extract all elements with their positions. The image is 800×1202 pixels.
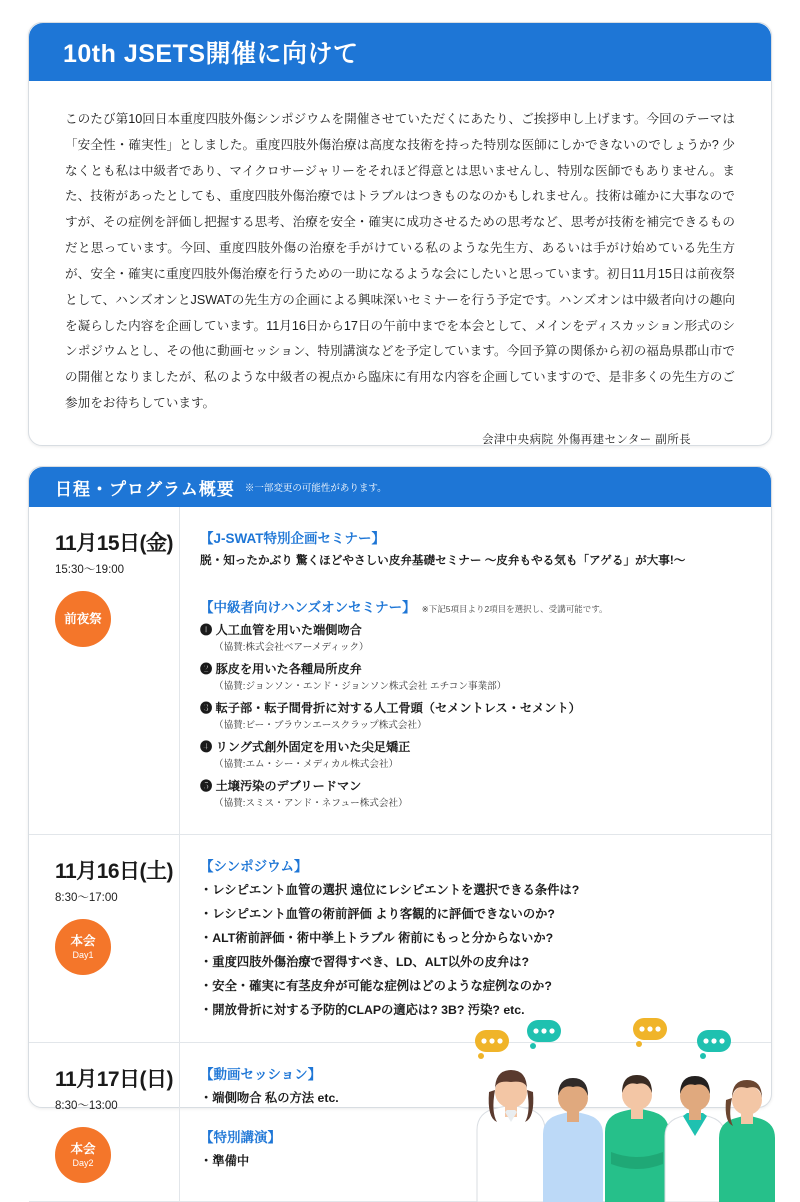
day-badge-label: 前夜祭 bbox=[64, 611, 102, 626]
bullet-list bbox=[200, 1151, 751, 1169]
day-date: 11月16日(土) bbox=[55, 860, 174, 883]
list-item bbox=[200, 738, 751, 770]
schedule-day-row bbox=[29, 835, 771, 1043]
day-time: 15:30〜19:00 bbox=[55, 564, 125, 576]
list-item: ・端側吻合 私の方法 etc. bbox=[200, 1091, 339, 1105]
greeting-body bbox=[29, 81, 771, 518]
list-item bbox=[200, 699, 751, 731]
day-badge-sublabel: Day1 bbox=[72, 949, 94, 960]
schedule-header bbox=[29, 467, 771, 507]
list-item bbox=[200, 777, 751, 809]
day-left-column bbox=[29, 835, 179, 1042]
day-badge bbox=[55, 591, 111, 647]
list-item: ・準備中 bbox=[200, 1154, 250, 1168]
list-item bbox=[200, 660, 751, 692]
item-sponsor: （協賛:ビー・ブラウンエースクラップ株式会社） bbox=[214, 720, 427, 731]
schedule-body bbox=[29, 507, 771, 1202]
section-title: 【特別講演】 bbox=[200, 1130, 281, 1145]
day-date: 11月15日(金) bbox=[55, 532, 174, 555]
schedule-day-row bbox=[29, 507, 771, 835]
item-label: ❶ 人工血管を用いた端側吻合 bbox=[200, 623, 362, 637]
schedule-note: ※一部変更の可能性があります。 bbox=[244, 483, 387, 494]
day-badge bbox=[55, 1127, 111, 1183]
greeting-card bbox=[28, 22, 772, 446]
day-right-column bbox=[179, 507, 771, 834]
list-item: ・レシピエント血管の術前評価 より客観的に評価できないのか? bbox=[200, 907, 555, 921]
greeting-header bbox=[29, 23, 771, 81]
section-title: 【シンポジウム】 bbox=[200, 859, 308, 874]
day-right-column bbox=[179, 835, 771, 1042]
day-left-column bbox=[29, 1043, 179, 1201]
day-date: 11月17日(日) bbox=[55, 1068, 174, 1091]
item-sponsor: （協賛:ジョンソン・エンド・ジョンソン株式会社 エチコン事業部） bbox=[214, 681, 507, 692]
bullet-list bbox=[200, 1088, 751, 1106]
item-label: ❷ 豚皮を用いた各種局所皮弁 bbox=[200, 662, 362, 676]
day-badge-sublabel: Day2 bbox=[72, 1157, 94, 1168]
day-left-column bbox=[29, 507, 179, 834]
day-time: 8:30〜13:00 bbox=[55, 1100, 118, 1112]
section-title bbox=[200, 596, 751, 616]
schedule-card bbox=[28, 466, 772, 1168]
list-item: ・レシピエント血管の選択 遠位にレシピエントを選択できる条件は? bbox=[200, 883, 580, 897]
list-item: ・ALT術前評価・術中挙上トラブル 術前にもっと分からないか? bbox=[200, 931, 554, 945]
item-sponsor: （協賛:エム・シー・メディカル株式会社） bbox=[214, 759, 399, 770]
section-subtitle: 脱・知ったかぶり 驚くほどやさしい皮弁基礎セミナー 〜皮弁もやる気も「アゲる」が大事!〜 bbox=[200, 554, 686, 567]
day-badge-label: 本会 bbox=[70, 933, 96, 948]
item-label: ❹ リング式創外固定を用いた尖足矯正 bbox=[200, 740, 411, 754]
section-title-text: 【中級者向けハンズオンセミナー】 bbox=[200, 600, 416, 615]
section-title: 【動画セッション】 bbox=[200, 1067, 322, 1082]
section-title: 【J-SWAT特別企画セミナー】 bbox=[200, 531, 385, 546]
bullet-list bbox=[200, 880, 751, 1018]
signature-affiliation: 会津中央病院 外傷再建センター 副所長 bbox=[481, 433, 691, 446]
greeting-title: 10th JSETS開催に向けて bbox=[63, 40, 359, 68]
item-label: ❺ 土壌汚染のデブリードマン bbox=[200, 779, 362, 793]
item-sponsor: （協賛:スミス・アンド・ネフュー株式会社） bbox=[214, 798, 408, 809]
section-title-note: ※下記5項目より2項目を選択し、受講可能です。 bbox=[421, 604, 608, 614]
list-item: ・開放骨折に対する予防的CLAPの適応は? 3B? 汚染? etc. bbox=[200, 1003, 525, 1017]
item-label: ❸ 転子部・転子間骨折に対する人工骨頭（セメントレス・セメント） bbox=[200, 701, 581, 715]
schedule-title: 日程・プログラム概要 bbox=[55, 479, 235, 499]
spacer bbox=[200, 582, 751, 596]
day-right-column bbox=[179, 1043, 771, 1201]
day-time: 8:30〜17:00 bbox=[55, 892, 118, 904]
day-badge-label: 本会 bbox=[70, 1141, 96, 1156]
day-badge bbox=[55, 919, 111, 975]
item-sponsor: （協賛:株式会社ベアーメディック） bbox=[214, 642, 369, 653]
list-item: ・重度四肢外傷治療で習得すべき、LD、ALT以外の皮弁は? bbox=[200, 955, 529, 969]
list-item: ・安全・確実に有茎皮弁が可能な症例はどのような症例なのか? bbox=[200, 979, 552, 993]
spacer bbox=[200, 1112, 751, 1126]
schedule-day-row bbox=[29, 1043, 771, 1202]
list-item bbox=[200, 621, 751, 653]
greeting-text: このたび第10回日本重度四肢外傷シンポジウムを開催させていただくにあたり、ご挨拶申し上げます。今回のテーマは「安全性・確実性」としました。重度四肢外傷治療は高度な技術を持った特別な医師にしかできないのでしょうか? 少なくとも私は中級者であり、マイクロサージャリーをそれほど得意とは思いませんし、特別な医師でもありません。また、技術があったとしても、重度四肢外傷治療ではトラブルはつきものなのかもしれません。技術は確かに大事なのですが、その症例を評価し把握する思考、治療を安全・確実に成功させるための思考など、思考が技術を補完できるものだと思っています。今回、重度四肢外傷の治療を手がけている私のような先生方、あるいは手がけ始めている先生方が、安全・確実に重度四肢外傷治療を行うための一助になるような会にしたいと思っています。初日11月15日は前夜祭として、ハンズオンとJSWATの先生方の企画による興味深いセミナーを行う予定です。ハンズオンは中級者向けの趣向を凝らした内容を企画しています。11月16日から17日の午前中までを本会として、メインをディスカッション形式のシンポジウムとし、その他に動画セッション、特別講演などを予定しています。今回予算の関係から初の福島県郡山市での開催となりましたが、私のような中級者の視点から臨床に有用な内容を企画していますので、是非多くの先生方のご参加をお待ちしています。 bbox=[65, 112, 735, 410]
